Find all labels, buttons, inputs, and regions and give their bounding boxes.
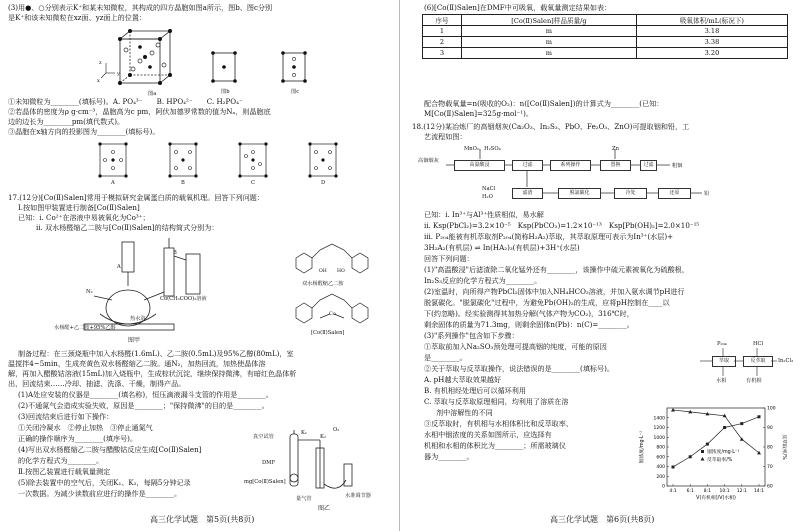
legend-marker-concentration: [701, 450, 704, 453]
q6-formula-line1: 配合物载氧量=n(吸收的O₂)：n([Co(Ⅱ)Salen])的计算式为________(已知：: [424, 99, 664, 108]
figure-c-label: 图c: [291, 89, 300, 95]
flow-crude-indium-label: 粗铟: [672, 163, 683, 169]
y-tick-label: 600: [656, 455, 665, 461]
y-axis-label: 铟浓度/mg·L⁻¹: [640, 430, 645, 464]
table-cell: 3: [423, 48, 462, 59]
q17-known-2: ⅱ. 双水杨醛缩乙二胺与[Co(Ⅱ)Salen]的结构简式分别为：: [36, 223, 219, 232]
y2-tick-label: 60: [767, 484, 773, 490]
option-b: B. 有机相经处理后可以循环利用: [424, 386, 526, 395]
figure-yi-label: 图乙: [318, 505, 331, 512]
yi-burette-label: 量气管: [296, 496, 312, 502]
answer-prompt: 回答下列问题：: [424, 254, 474, 263]
option-c-label: C: [251, 180, 255, 186]
data-point-rate: [671, 408, 675, 412]
subq-3-order: 正确的操作顺序为________(填序号)。: [18, 434, 138, 443]
apparatus-reagent-label: 水杨醛+乙二胺+95%乙醇: [54, 325, 116, 331]
y-tick-label: 1200: [653, 426, 665, 432]
known-3-equation: 3H₂A₂(有机层) ⇌ In(HA₂)₃(有机层)+3H⁺(水层): [424, 243, 580, 252]
legend-marker-rate: [701, 457, 705, 461]
subq-1: (1)A处应安装的仪器是________(填名称)，恒压滴液漏斗支管的作用是________。: [18, 390, 273, 399]
table-cell: 1: [423, 26, 462, 37]
left-footer: 高三化学试题 第5页(共8页): [150, 515, 255, 524]
x-tick-label: 6:1: [686, 489, 694, 494]
right-footer: 高三化学试题 第6页(共8页): [550, 515, 655, 524]
axis-z-label: z: [99, 60, 102, 66]
mini-flow-arrows: [700, 346, 790, 382]
yi-o2-label: O₂: [333, 427, 340, 433]
flow-step-replace: 置换: [600, 160, 631, 171]
x-tick-label: 14:1: [753, 489, 765, 494]
subq-5-line2: 一次数据。为减少读数前应进行的操作是________。: [18, 489, 182, 498]
flow-step-cool: 冷处: [614, 188, 647, 199]
known-3: ⅲ. P₂₀₄能被有机萃取剂P₂₀₄(简称H₂A₂)萃取，其萃取原理可表示为In³⁺(水层)+: [424, 232, 674, 241]
ans-3-2: ②关于萃取与反萃取操作，说法错误的是________(填标号)。: [424, 364, 614, 373]
flow-residue: 滤渣: [512, 188, 543, 199]
chart-frame: [667, 408, 765, 486]
projection-options: [90, 140, 350, 184]
subq-4-line1: (4)写出双水杨醛缩乙二胺与醋酸钴反应生成[Co(Ⅱ)Salen]: [18, 445, 202, 454]
q3-part1: ①未知微粒为________(填标号)。A. PO₄³⁻ B. HPO₄²⁻ C. H₂PO₄⁻: [8, 97, 243, 106]
q3-part3: ③晶胞在x轴方向的投影图为________(填标号)。: [8, 127, 160, 136]
data-point-concentration: [740, 422, 743, 425]
apparatus-n2-label: N₂: [86, 289, 93, 295]
table-header-row: [423, 15, 788, 26]
yi-dmf-label: DMF: [262, 460, 276, 466]
subq-3: (3)回流结束后进行如下操作：: [18, 412, 114, 421]
ans-2-line3: 下(约忽略)。经实验测得其加热分解(气体产物为CO₂)，316℃时，: [424, 309, 634, 318]
x-axis-label: V(有机相)/V(水相): [696, 496, 736, 501]
yi-k2-label: K₂: [320, 434, 326, 440]
table-cell: 3.18: [636, 26, 787, 37]
q3-part2-line2: 边的边长为________pm(填代数式)。: [8, 117, 125, 126]
axis-x-label: x: [97, 78, 100, 84]
apparatus-b-label: B: [173, 250, 177, 256]
extraction-chart: [637, 402, 793, 510]
mini-organic-phase-label: 有机相: [746, 378, 762, 384]
ans-3-title: (3)"系列操作"包含如下步骤：: [424, 331, 519, 340]
y2-tick-label: 90: [767, 426, 773, 432]
x-tick-label: 12:1: [736, 489, 747, 494]
oh-label-1: OH: [319, 269, 327, 274]
table-cell: 3.20: [636, 48, 787, 59]
x-tick-label: 4:1: [669, 489, 677, 494]
prep-line3: 解，再加入醋酸钴溶液(15mL)加入烧瓶中，生成棕状沉淀，继续保持微沸，有暗红色晶体析: [8, 369, 297, 378]
figure-a-label: 图a: [148, 91, 157, 97]
table-header: 吸氧体积/mL(标况下): [636, 15, 787, 26]
subq-2: (2)不通氮气会造成实验失败，原因是________；"保持微沸"的目的是________。: [18, 401, 269, 410]
flow-zinc-label: Zn: [612, 146, 619, 152]
q3-intro-line2: 是K⁺和该未知微粒在xz面、yz面上的位置：: [8, 13, 147, 22]
oh-label-2: HO: [337, 269, 345, 274]
y-tick-label: 400: [656, 465, 665, 471]
y-tick-label: 200: [656, 474, 665, 480]
flow-nacl-label: NaCl: [482, 186, 496, 192]
y-tick-label: 0: [662, 484, 665, 490]
prep-line1: 制备过程：在三颈烧瓶中加入水杨醛(1.6mL)、乙二胺(0.5mL)及95%乙醇(80mL)，室: [18, 349, 294, 358]
table-header: 序号: [423, 15, 462, 26]
y2-tick-label: 80: [767, 445, 773, 451]
ans-2-line4: 剩余固体的质量为71.3mg，则剩余固体n(Pb)：n(C)=________。: [424, 320, 634, 329]
mini-product-label: In₂Cl₃: [778, 358, 794, 364]
flow-water-label: H₂O: [482, 194, 493, 200]
option-b-label: B: [181, 180, 185, 186]
yi-vacuum-tube-label: 真空试管: [253, 434, 274, 440]
unit-cell-figure-a: [100, 25, 190, 93]
figure-jia-label: 图甲: [128, 337, 141, 344]
q3-part2-line1: ②若晶体的密度为ρ g·cm⁻³，晶胞高为c pm，阿伏加德罗常数的值为Nₐ，则晶胞底: [8, 107, 271, 116]
q17-part-i: Ⅰ.按如图甲装置进行制备[Co(Ⅱ)Salen]: [18, 203, 140, 212]
y-tick-label: 1000: [653, 435, 665, 441]
option-a: A. pH越大萃取效果越好: [424, 375, 502, 384]
table-row: [423, 26, 788, 37]
data-point-concentration: [672, 465, 675, 468]
yi-k1-label: K₁: [301, 430, 307, 436]
flow-step-filter1: 过滤: [512, 160, 543, 171]
flow-step-series: 系列操作: [550, 160, 591, 171]
y-tick-label: 800: [656, 445, 665, 451]
yi-sample-label: mg[Co(Ⅱ)Salen]: [244, 479, 286, 485]
flow-feed-label: 高铟烟灰: [418, 158, 439, 164]
table-row: [423, 37, 788, 48]
apparatus-waterbath-label: 热水浴: [130, 316, 146, 322]
y2-tick-label: 100: [767, 406, 776, 412]
y2-axis-label: 反萃取率/%: [781, 434, 786, 460]
ans-3-3-line4: 器为________。: [424, 452, 474, 461]
co-label: Co: [329, 311, 336, 317]
prep-line2: 温搅拌4~5min，生成亮黄色双水杨醛缩乙二胺。通N₂，加热回流，加热使晶体溶: [8, 359, 266, 368]
q18-title-line2: 艺流程如图：: [424, 132, 467, 141]
data-point-concentration: [706, 443, 709, 446]
ans-2-line2: 脱氯碳化。"脱氯碳化"过程中，为避免Pb(OH)₂的生成，应将pH控制在____以: [424, 298, 670, 307]
oxygen-table: [422, 14, 788, 59]
mini-water-phase-label: 水相: [716, 378, 727, 384]
series-line-1: [673, 410, 759, 453]
data-point-concentration: [689, 455, 692, 458]
y2-tick-label: 70: [767, 465, 773, 471]
salen-structures: [282, 238, 382, 342]
structure-complex-label: [Co(Ⅱ)Salen]: [311, 330, 345, 336]
option-d-label: D: [321, 180, 326, 186]
ans-3-1-line1: ①萃取前加入Na₂SO₃预处理可提高铟的纯度，可能的原因: [424, 342, 607, 351]
ans-1-line2: In₂S₃反应的化学方程式为________。: [424, 276, 542, 285]
data-point-concentration: [723, 426, 726, 429]
apparatus-cobalt-label: Co(CH₃COO)₂溶液: [160, 296, 207, 302]
x-tick-label: 10:1: [719, 489, 730, 494]
table-row: [423, 48, 788, 59]
q17-title: 17.(12分)[Co(Ⅱ)Salen]常用于模拟研究金属蛋白质的载氧机理。回答下列问题：: [8, 193, 264, 202]
table-cell: m: [462, 37, 637, 48]
mini-step-extract: 萃取: [712, 356, 736, 367]
x-tick-label: 8:1: [703, 489, 712, 494]
option-a-label: A: [111, 180, 115, 186]
structure-ligand-label: 双水杨醛缩乙二胺: [302, 281, 344, 287]
legend-label-rate: 反萃取率/%: [707, 458, 733, 463]
flow-step-dechlorination: 脱氯碳化: [558, 188, 601, 199]
table-cell: 3.38: [636, 37, 787, 48]
data-point-concentration: [758, 415, 761, 418]
figure-b-label: 图b: [221, 89, 230, 95]
ans-2-line1: (2)室温时，向所得产物PbCl₂固体中加入NH₄HCO₃溶液，并加入氨水调节pH进行: [424, 287, 685, 296]
subq-3-options: ①关闭冷凝水 ②停止加热 ③停止通氮气: [18, 423, 153, 432]
flow-reagent-label: MnO₂、H₂SO₄: [464, 146, 501, 152]
q17-known-1: 已知：ⅰ. Co²⁺在溶液中易被氧化为Co³⁺；: [18, 213, 150, 222]
option-c-line2: 剂中溶解性的不同: [436, 408, 493, 417]
legend-label-concentration: 铟浓度/mg·L⁻¹: [707, 450, 740, 455]
known-1: 已知：ⅰ. In³⁺与Al³⁺性质相似，易水解: [424, 210, 544, 219]
prep-line4: 出，回流结束……冷却、抽滤、洗涤、干燥，制得产品。: [8, 379, 186, 388]
flow-lead-label: 铅: [704, 191, 710, 197]
axis-y-label: y: [117, 71, 120, 77]
ans-3-3-line3: 机相和水相的体积比为________；所需玻璃仪: [424, 441, 566, 450]
q6-formula-line2: M[Co(Ⅱ)Salen]=325g·mol⁻¹)。: [424, 109, 533, 118]
flow-step-filter2: 过滤: [640, 160, 657, 171]
y-tick-label: 1400: [653, 416, 665, 422]
known-2: ⅱ. Ksp(PbCl₂)=3.2×10⁻⁵ Ksp(PbCO₃)=1.2×10⁻¹³ Ksp[Pb(OH)₂]=2.0×10⁻¹⁵: [424, 221, 700, 230]
ans-3-1-line2: 是________。: [424, 353, 467, 362]
table-cell: 2: [423, 37, 462, 48]
ans-3-3-line2: 水相中铟浓度的关系如图所示，应选择有: [424, 430, 552, 439]
ans-1-line1: (1)"高温酸浸"后滤渣除二氧化锰外还有________，该操作中硫元素被氧化为硫酸根，: [424, 265, 689, 274]
unit-cell-figure-b: [210, 50, 240, 84]
ans-3-3-line1: ③反萃取时，有机相与水相体积比和反萃取率、: [424, 419, 573, 428]
table-header: [Co(Ⅱ)Salen]样品质量/g: [462, 15, 637, 26]
apparatus-figure-jia: [80, 234, 210, 338]
q6-intro: (6)[Co(Ⅱ)Salen]在DMF中可吸氧，载氧量测定结果如表：: [424, 3, 612, 12]
q18-title: 18.(12分)某冶炼厂的高铟烟灰(Ca₂O₃、In₂S₃、PbO、Fe₂O₃、ZnO)可提取铟和铅，工: [412, 122, 690, 131]
option-c-line1: C. 萃取与反萃取原理相同，均利用了溶质在溶: [424, 397, 569, 406]
part-ii-title: Ⅱ.按图乙装置进行载氧量测定: [18, 467, 111, 476]
subq-4-line2: 的化学方程式为________。: [18, 456, 104, 465]
right-page: [400, 0, 800, 531]
table-cell: m: [462, 26, 637, 37]
flow-step-reduce: 还原: [658, 188, 691, 199]
mini-p204-label: P₂₀₄: [717, 341, 727, 347]
q3-intro-line1: (3)用●、○分别表示K⁺和某未知微粒，其构成的四方晶胞如图a所示，图b、图c分别: [8, 3, 273, 12]
apparatus-a-label: A: [117, 264, 121, 270]
mini-hcl-label: HCl: [753, 341, 764, 347]
yi-level-adjuster-label: 水准调节器: [345, 493, 371, 499]
process-flow-arrows: [420, 145, 790, 213]
unit-cell-figure-c: [280, 50, 310, 84]
mini-step-back-extract: 反萃取: [743, 356, 773, 367]
subq-5-line1: (5)除去装置中的空气后，关闭K₁、K₂，每隔5分钟记录: [18, 478, 191, 487]
flow-step-leach: 高温酸浸: [454, 160, 505, 171]
table-cell: m: [462, 48, 637, 59]
